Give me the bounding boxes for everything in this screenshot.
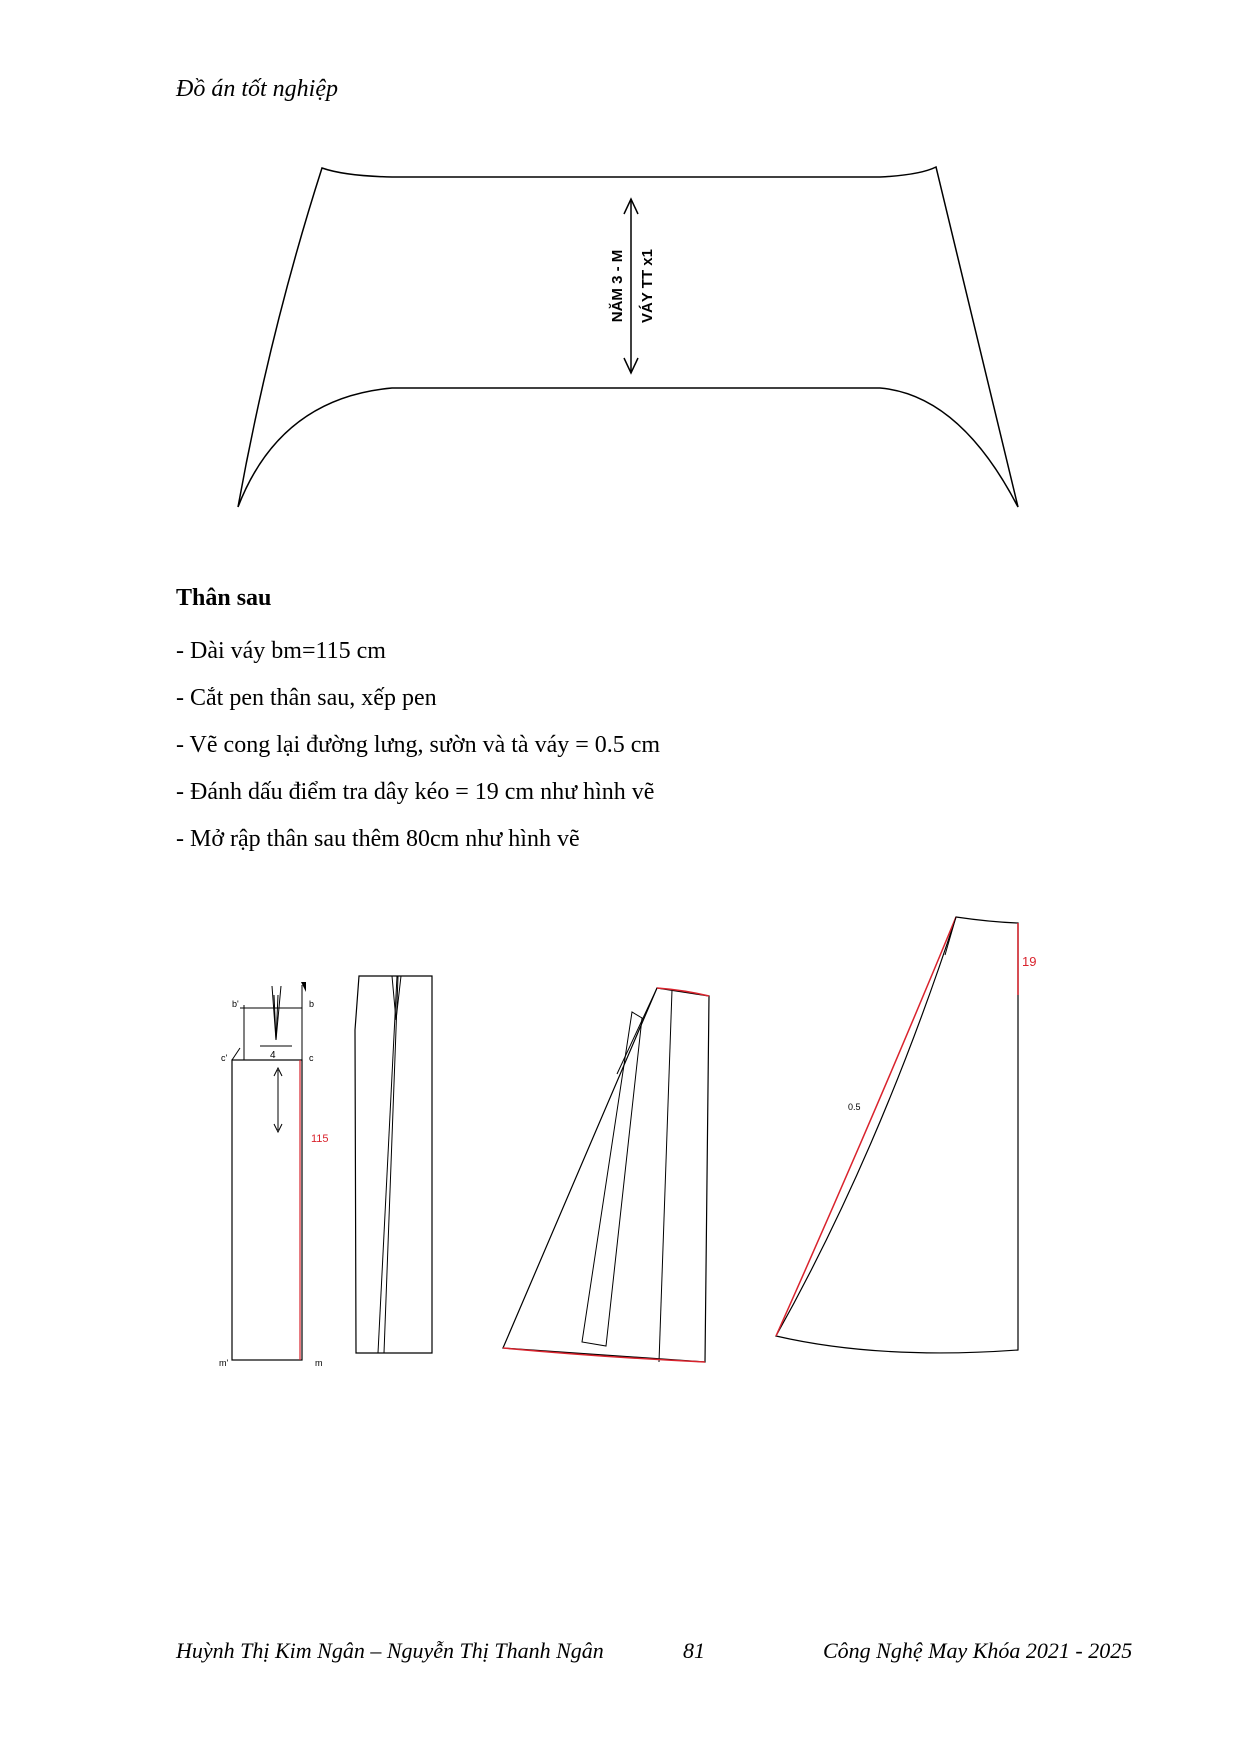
back-skirt-pattern-figure — [0, 900, 1240, 1400]
label-point-m: m — [315, 1358, 323, 1368]
document-header-title: Đồ án tốt nghiệp — [176, 76, 338, 102]
pattern-piece-base-block — [219, 982, 329, 1368]
waistband-label-line3: VÁY TT x1 — [639, 249, 656, 323]
instruction-item: - Vẽ cong lại đường lưng, sườn và tà váy = 0.5 cm — [176, 732, 661, 758]
waistband-outline — [238, 167, 1018, 507]
label-point-c: c — [309, 1053, 314, 1063]
label-point-b-prime: b' — [232, 999, 239, 1009]
pattern-piece-darted-block — [355, 976, 432, 1353]
instruction-item: - Mở rập thân sau thêm 80cm như hình vẽ — [176, 826, 580, 852]
grainline-arrow — [624, 199, 638, 373]
instruction-item: - Cắt pen thân sau, xếp pen — [176, 685, 437, 711]
label-point-c-prime: c' — [221, 1053, 228, 1063]
footer-authors: Huỳnh Thị Kim Ngân – Nguyễn Thị Thanh Ngân — [176, 1638, 604, 1663]
instruction-item: - Dài váy bm=115 cm — [176, 638, 386, 664]
footer-course: Công Nghệ May Khóa 2021 - 2025 — [823, 1638, 1133, 1663]
label-curve: 0.5 — [848, 1102, 861, 1112]
pattern-piece-slashed-block — [503, 988, 709, 1362]
section-title: Thân sau — [176, 585, 272, 611]
instruction-list — [176, 628, 660, 863]
label-length: 115 — [311, 1133, 329, 1145]
label-zipper: 19 — [1022, 954, 1037, 969]
footer-page-number: 81 — [683, 1638, 705, 1663]
instruction-item: - Đánh dấu điểm tra dây kéo = 19 cm như hình vẽ — [176, 779, 655, 805]
waistband-label-line2: NĂM 3 - M — [609, 249, 626, 323]
label-point-m-prime: m' — [219, 1358, 229, 1368]
waistband-pattern-figure — [0, 0, 1240, 560]
pattern-piece-flared-back — [776, 917, 1036, 1353]
label-dart-width: 4 — [270, 1050, 276, 1061]
label-point-b: b — [309, 999, 315, 1009]
